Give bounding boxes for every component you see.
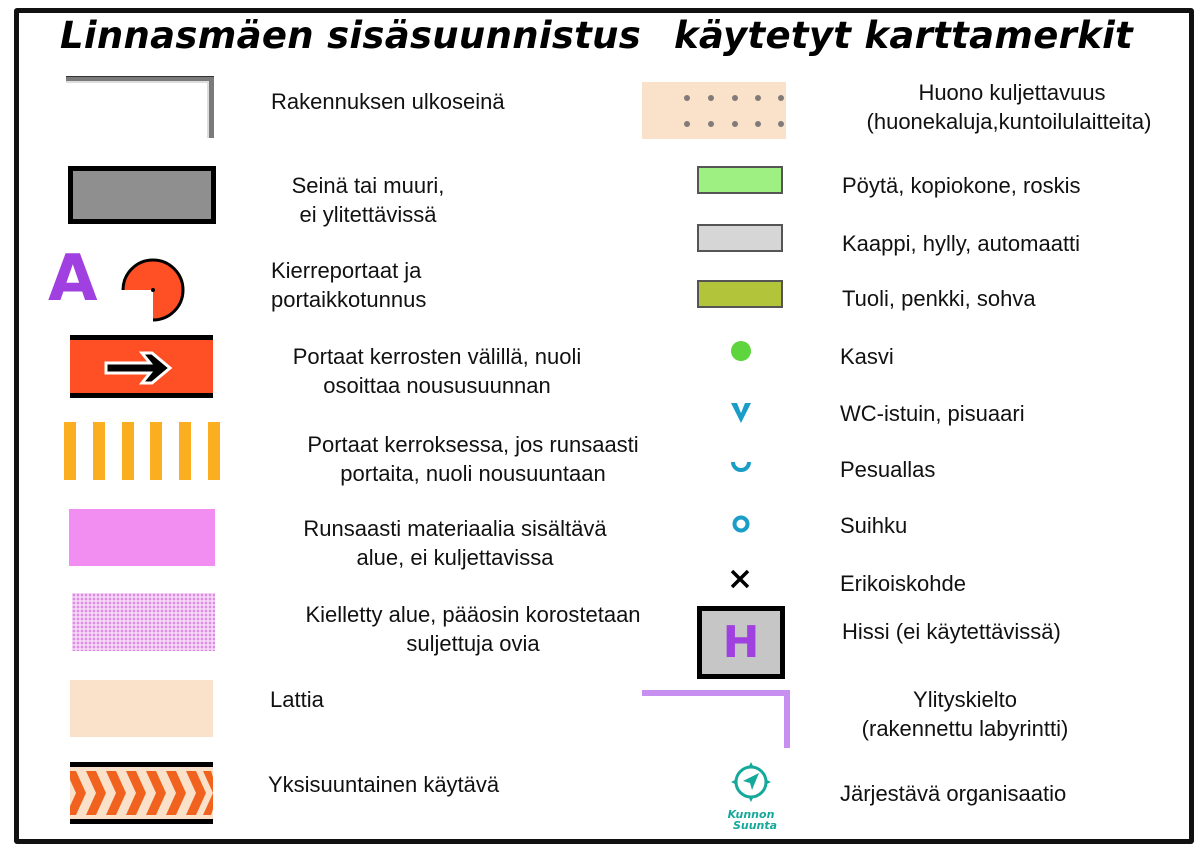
- table-symbol: [697, 166, 783, 194]
- label-line: Ylityskielto: [913, 687, 1017, 712]
- logo-text-line1: Kunnon: [727, 808, 775, 821]
- label-special-feature: Erikoiskohde: [840, 571, 966, 596]
- label-sink: Pesuallas: [840, 457, 936, 482]
- outer-wall-symbol: [66, 76, 214, 138]
- label-wall: [263, 171, 473, 229]
- label-poor-runnability: [834, 78, 1184, 136]
- label-outer-wall: Rakennuksen ulkoseinä: [271, 89, 505, 114]
- arrow-right-icon: [104, 348, 176, 388]
- cabinet-symbol: [697, 224, 783, 252]
- label-line: Runsaasti materiaalia sisältävä: [303, 516, 607, 541]
- shower-icon: [731, 514, 751, 539]
- spiral-stairs-icon: [120, 255, 190, 325]
- label-line: portaikkotunnus: [271, 287, 427, 312]
- wall-symbol: [68, 166, 216, 224]
- floor-symbol: [70, 680, 213, 737]
- chair-symbol: [697, 280, 783, 308]
- label-line: ei ylitettävissä: [299, 202, 437, 227]
- label-line: osoittaa noususuunnan: [323, 373, 551, 398]
- label-table: Pöytä, kopiokone, roskis: [842, 173, 1081, 198]
- label-toilet: WC-istuin, pisuaari: [840, 401, 1025, 426]
- kunnon-suunta-logo: [717, 760, 785, 832]
- label-chair: Tuoli, penkki, sohva: [842, 286, 1036, 311]
- label-floor: Lattia: [270, 687, 324, 712]
- label-line: Kielletty alue, pääosin korostetaan: [305, 602, 641, 627]
- label-cabinet: Kaappi, hylly, automaatti: [842, 231, 1081, 256]
- poor-runnability-symbol: [642, 82, 786, 139]
- label-line: Portaat kerrosten välillä, nuoli: [292, 344, 582, 369]
- special-feature-icon: [729, 568, 751, 595]
- label-plant: Kasvi: [840, 344, 894, 369]
- title-right: käytetyt karttamerkit: [674, 14, 1134, 57]
- plant-icon: [731, 341, 751, 361]
- label-line: Portaat kerroksessa, jos runsaasti: [307, 432, 639, 457]
- label-line: (huonekaluja,kuntoilulaitteita): [866, 109, 1152, 134]
- label-line: suljettuja ovia: [406, 631, 540, 656]
- dots-pattern-icon: [642, 82, 786, 139]
- one-way-corridor-symbol: [70, 762, 213, 824]
- label-line: Seinä tai muuri,: [291, 173, 445, 198]
- chevrons-right-icon: [70, 767, 213, 819]
- stairs-between-floors-symbol: [70, 335, 213, 398]
- label-line: (rakennettu labyrintti): [861, 716, 1069, 741]
- label-elevator: Hissi (ei käytettävissä): [842, 619, 1061, 644]
- compass-icon: [728, 760, 774, 804]
- toilet-icon: [731, 401, 751, 428]
- label-stairs-between-floors: [263, 342, 611, 400]
- label-line: Huono kuljettavuus: [918, 80, 1106, 105]
- label-stairs-within-floor: [268, 430, 678, 488]
- no-crossing-symbol: [642, 690, 790, 748]
- label-line: Kierreportaat ja: [271, 258, 422, 283]
- label-forbidden-area: [266, 600, 680, 658]
- elevator-icon: H: [697, 606, 785, 679]
- label-shower: Suihku: [840, 513, 908, 538]
- forbidden-area-symbol: [72, 593, 215, 651]
- material-area-symbol: [69, 509, 215, 566]
- label-line: portaita, nuoli nousuuntaan: [340, 461, 606, 486]
- stair-id-letter-icon: A: [48, 242, 98, 316]
- label-no-crossing: [838, 685, 1092, 743]
- label-organizer: Järjestävä organisaatio: [840, 781, 1067, 806]
- label-spiral-stairs: [271, 256, 426, 314]
- title-left: Linnasmäen sisäsuunnistus: [60, 14, 642, 57]
- logo-text-line2: Suunta: [732, 819, 778, 832]
- label-material-area: [268, 514, 642, 572]
- label-one-way-corridor: Yksisuuntainen käytävä: [268, 772, 500, 797]
- label-line: alue, ei kuljettavissa: [356, 545, 554, 570]
- stairs-within-floor-symbol: [64, 422, 220, 482]
- sink-icon: [730, 462, 752, 481]
